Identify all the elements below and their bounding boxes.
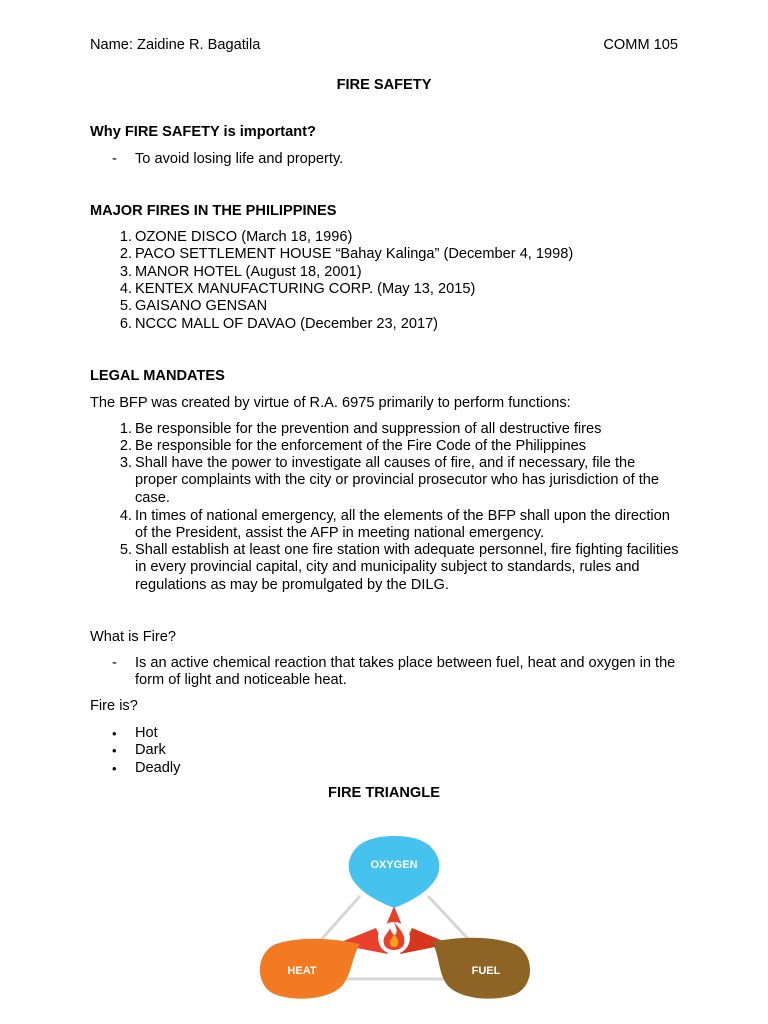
dash-marker: -	[112, 655, 117, 671]
list-number: 6.	[119, 316, 132, 332]
triangle-edge-left	[320, 896, 360, 941]
list-number: 4.	[119, 281, 132, 297]
what-is-fire-question: What is Fire?	[90, 629, 176, 645]
what-is-fire-answer: Is an active chemical reaction that takes place between fuel, heat and oxygen in the form of light and noticeable heat.	[135, 655, 676, 689]
why-answer: To avoid losing life and property.	[135, 151, 344, 167]
list-number: 2.	[119, 438, 132, 454]
page-title: FIRE SAFETY	[336, 77, 432, 93]
student-name: Name: Zaidine R. Bagatila	[90, 37, 261, 53]
list-text: Hot	[135, 725, 158, 741]
list-text: Shall have the power to investigate all causes of fire, and if necessary, file the proper complaints with the city or provincial prosecutor who has jurisdiction of the case.	[135, 455, 659, 506]
list-number: 5.	[119, 542, 132, 558]
list-text: OZONE DISCO (March 18, 1996)	[135, 229, 353, 245]
list-text: Dark	[135, 742, 166, 758]
fuel-label: FUEL	[471, 965, 501, 977]
bullet-marker: •	[112, 743, 117, 758]
triangle-edge-right	[428, 896, 470, 941]
list-text: KENTEX MANUFACTURING CORP. (May 13, 2015)	[135, 281, 476, 297]
major-fires-heading: MAJOR FIRES IN THE PHILIPPINES	[90, 203, 337, 219]
list-text: Be responsible for the prevention and suppression of all destructive fires	[135, 421, 602, 437]
list-text: Deadly	[135, 760, 181, 776]
course-code: COMM 105	[603, 37, 678, 53]
fire-triangle-diagram	[248, 826, 538, 1016]
list-number: 1.	[119, 421, 132, 437]
fire-triangle-heading: FIRE TRIANGLE	[328, 785, 440, 801]
list-text: Shall establish at least one fire station with adequate personnel, fire fighting facilities in every provincial capital, city and municipality subject to standards, rules and regulations as may be promulgated by the DILG.	[135, 542, 679, 593]
heat-label: HEAT	[287, 965, 317, 977]
list-number: 3.	[119, 455, 132, 471]
list-text: PACO SETTLEMENT HOUSE “Bahay Kalinga” (December 4, 1998)	[135, 246, 574, 262]
list-number: 2.	[119, 246, 132, 262]
list-text: NCCC MALL OF DAVAO (December 23, 2017)	[135, 316, 439, 332]
bullet-marker: •	[112, 726, 117, 741]
oxygen-label: OXYGEN	[370, 859, 418, 871]
fire-is-question: Fire is?	[90, 698, 138, 714]
why-heading: Why FIRE SAFETY is important?	[90, 124, 316, 140]
legal-heading: LEGAL MANDATES	[90, 368, 225, 384]
list-text: GAISANO GENSAN	[135, 298, 268, 314]
bullet-marker: •	[112, 761, 117, 776]
oxygen-bubble	[349, 836, 440, 908]
list-text: MANOR HOTEL (August 18, 2001)	[135, 264, 362, 280]
dash-marker: -	[112, 151, 117, 167]
list-number: 5.	[119, 298, 132, 314]
list-text: In times of national emergency, all the elements of the BFP shall upon the direction of the President, assist the AFP in meeting national emergency.	[135, 508, 670, 542]
legal-intro: The BFP was created by virtue of R.A. 6975 primarily to perform functions:	[90, 395, 571, 411]
list-number: 1.	[119, 229, 132, 245]
list-text: Be responsible for the enforcement of the Fire Code of the Philippines	[135, 438, 587, 454]
list-number: 3.	[119, 264, 132, 280]
list-number: 4.	[119, 508, 132, 524]
